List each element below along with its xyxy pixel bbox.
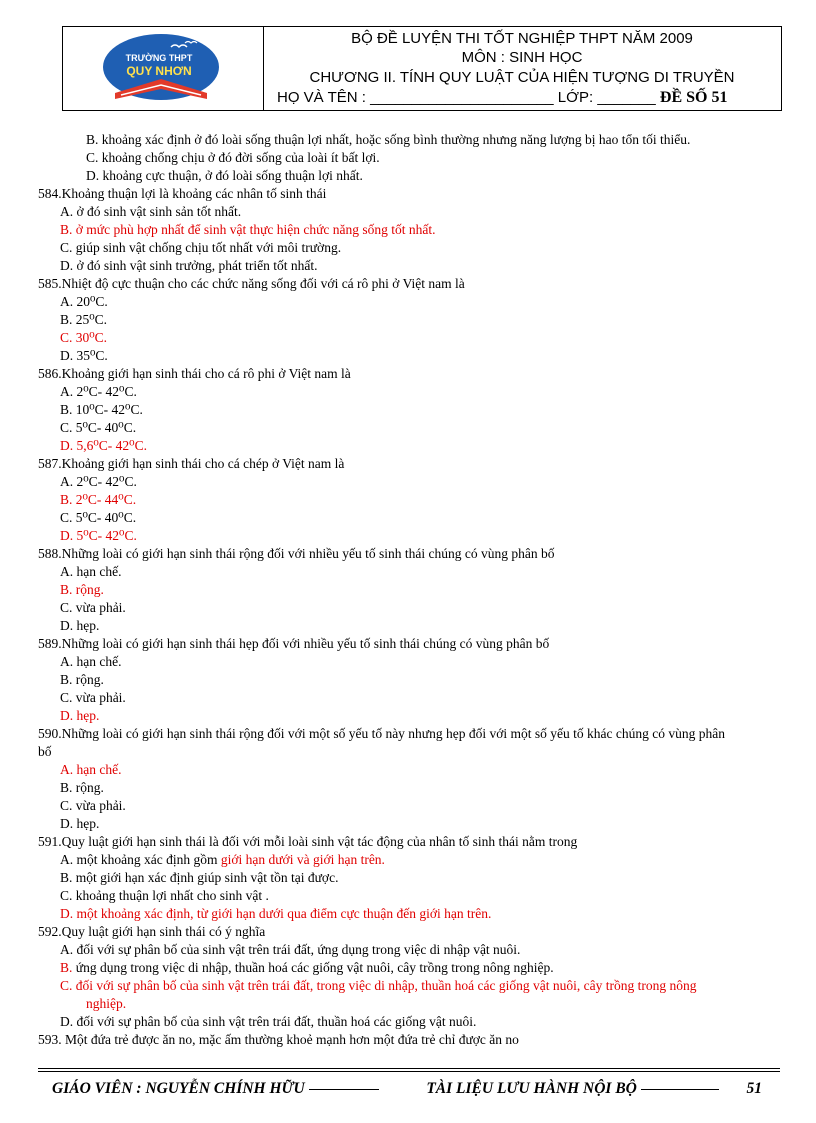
line-text: A. 2⁰C- 42⁰C. [60,474,137,489]
line-text: C. khoảng thuận lợi nhất cho sinh vật . [60,888,269,903]
answer-option [38,599,786,617]
question-line [38,545,786,563]
line-text: D. 35⁰C. [60,348,108,363]
answer-option [38,401,786,419]
answer-option [38,221,786,239]
answer-option [38,311,786,329]
line-text: A. 20⁰C. [60,294,108,309]
answer-option [38,671,786,689]
header-title: BỘ ĐỀ LUYỆN THI TỐT NGHIỆP THPT NĂM 2009 [351,30,693,47]
name-class-label: HỌ VÀ TÊN : ______________________ LỚP: _______ [277,89,656,106]
line-text: C. 30⁰C. [60,330,108,345]
line-text: D. đối với sự phân bố của sinh vật trên trái đất, thuần hoá các giống vật nuôi. [60,1014,477,1029]
school-logo [101,33,221,105]
line-text: B. 10⁰C- 42⁰C. [60,402,143,417]
footer-divider [38,1068,780,1072]
answer-option [38,149,786,167]
line-text: B. rộng. [60,780,104,795]
answer-option [38,383,786,401]
question-line [38,743,786,761]
line-text: C. vừa phải. [60,798,126,813]
line-text: 589.Những loài có giới hạn sinh thái hẹp đối với nhiều yếu tố sinh thái chúng có vùng phân bố [38,636,550,651]
line-text: A. hạn chế. [60,762,122,777]
header-student-line [263,89,781,106]
logo-text-top: TRƯỜNG THPT [125,53,193,63]
line-text: 584.Khoảng thuận lợi là khoảng các nhân tố sinh thái [38,186,327,201]
line-text: B. 25⁰C. [60,312,108,327]
line-text: D. một khoảng xác định, từ giới hạn dưới qua điểm cực thuận đến giới hạn trên. [60,906,492,921]
line-text: 586.Khoảng giới hạn sinh thái cho cá rô phi ở Việt nam là [38,366,351,381]
answer-option [38,761,786,779]
line-text: D. 5,6⁰C- 42⁰C. [60,438,147,453]
line-text: C. giúp sinh vật chống chịu tốt nhất với môi trường. [60,240,342,255]
answer-option [38,419,786,437]
line-text: D. ở đó sinh vật sinh trưởng, phát triển tốt nhất. [60,258,318,273]
answer-option [38,851,786,869]
answer-option [38,257,786,275]
line-text: A. một khoảng xác định gồm [60,852,221,867]
answer-option [38,941,786,959]
footer-teacher: GIÁO VIÊN : NGUYỄN CHÍNH HỮU [52,1080,305,1097]
line-text: bố [38,744,52,759]
answer-option [38,959,786,977]
footer-dash [641,1089,719,1090]
line-text: C. 5⁰C- 40⁰C. [60,510,137,525]
line-text: D. 5⁰C- 42⁰C. [60,528,137,543]
exam-content [38,131,786,1049]
line-text: 591.Quy luật giới hạn sinh thái là đối với mỗi loài sinh vật tác động của nhân tố sinh thái nằm trong [38,834,578,849]
line-text-highlight: giới hạn dưới và giới hạn trên. [220,852,385,867]
line-text: C. đối với sự phân bố của sinh vật trên trái đất, trong việc di nhập, thuần hoá các giống vật nuôi, cây trồng trong nông [60,978,697,993]
footer-page-number: 51 [746,1080,762,1097]
line-text: B. rộng. [60,582,104,597]
footer-dash [309,1089,379,1090]
answer-option [38,347,786,365]
answer-option [38,239,786,257]
line-text: 590.Những loài có giới hạn sinh thái rộng đối với một số yếu tố này nhưng hẹp đối với một số yếu tố khác chúng có vùng phân [38,726,725,741]
exam-header [62,26,782,111]
answer-option [38,563,786,581]
line-text: B. một giới hạn xác định giúp sinh vật tồn tại được. [60,870,339,885]
line-text: D. hẹp. [60,618,100,633]
question-line [38,833,786,851]
header-chapter: CHƯƠNG II. TÍNH QUY LUẬT CỦA HIỆN TƯỢNG DI TRUYỀN [309,69,735,86]
line-text: 588.Những loài có giới hạn sinh thái rộng đối với nhiều yếu tố sinh thái chúng có vùng phân bố [38,546,555,561]
line-text: A. đối với sự phân bố của sinh vật trên trái đất, ứng dụng trong việc di nhập vật nuôi. [60,942,521,957]
answer-option [38,689,786,707]
line-text: B. [60,960,76,975]
question-line [38,923,786,941]
question-line [38,1031,786,1049]
line-text-highlight: ứng dụng trong việc di nhập, thuần hoá các giống vật nuôi, cây trồng trong nông nghiệp. [75,960,554,975]
line-text: B. khoảng xác định ở đó loài sống thuận lợi nhất, hoặc sống bình thường nhưng năng lượng bị hao tổn tối thiểu. [86,132,691,147]
line-text: C. vừa phải. [60,690,126,705]
line-text: A. hạn chế. [60,564,122,579]
answer-option [38,905,786,923]
line-text: C. vừa phải. [60,600,126,615]
answer-option [38,131,786,149]
answer-option [38,869,786,887]
footer-note: TÀI LIỆU LƯU HÀNH NỘI BỘ [426,1080,637,1097]
line-text: 592.Quy luật giới hạn sinh thái có ý nghĩa [38,924,266,939]
answer-option [38,797,786,815]
answer-option [38,329,786,347]
line-text: B. 2⁰C- 44⁰C. [60,492,137,507]
answer-option [38,977,786,995]
answer-option [38,617,786,635]
line-text: 593. Một đứa trẻ được ăn no, mặc ấm thường khoẻ mạnh hơn một đứa trẻ chỉ được ăn no [38,1032,519,1047]
logo-cell [63,27,264,110]
question-line [38,455,786,473]
answer-option [38,293,786,311]
page-footer [52,1080,782,1102]
line-text: A. hạn chế. [60,654,122,669]
answer-option [38,509,786,527]
answer-option [38,473,786,491]
question-line [38,725,786,743]
line-text: D. hẹp. [60,708,100,723]
line-text: 587.Khoảng giới hạn sinh thái cho cá chép ở Việt nam là [38,456,345,471]
answer-option [38,779,786,797]
line-text: C. 5⁰C- 40⁰C. [60,420,137,435]
answer-option [38,1013,786,1031]
answer-option [38,527,786,545]
question-line [38,275,786,293]
answer-option [38,995,786,1013]
answer-option [38,887,786,905]
question-line [38,635,786,653]
line-text: D. hẹp. [60,816,100,831]
exam-number: ĐỀ SỐ 51 [659,89,728,106]
answer-option [38,815,786,833]
line-text: A. 2⁰C- 42⁰C. [60,384,137,399]
line-text: C. khoảng chống chịu ở đó đời sống của loài ít bất lợi. [86,150,380,165]
logo-text-bottom: QUY NHƠN [126,64,192,78]
answer-option [38,437,786,455]
line-text: nghiệp. [86,996,127,1011]
answer-option [38,653,786,671]
line-text: B. ở mức phù hợp nhất để sinh vật thực hiện chức năng sống tốt nhất. [60,222,436,237]
answer-option [38,707,786,725]
answer-option [38,167,786,185]
answer-option [38,581,786,599]
answer-option [38,491,786,509]
line-text: A. ở đó sinh vật sinh sản tốt nhất. [60,204,242,219]
line-text: 585.Nhiệt độ cực thuận cho các chức năng sống đối với cá rô phi ở Việt nam là [38,276,465,291]
question-line [38,365,786,383]
line-text: B. rộng. [60,672,104,687]
line-text: D. khoảng cực thuận, ở đó loài sống thuận lợi nhất. [86,168,363,183]
question-line [38,185,786,203]
answer-option [38,203,786,221]
title-cell [263,27,781,110]
header-subject: MÔN : SINH HỌC [461,49,583,66]
